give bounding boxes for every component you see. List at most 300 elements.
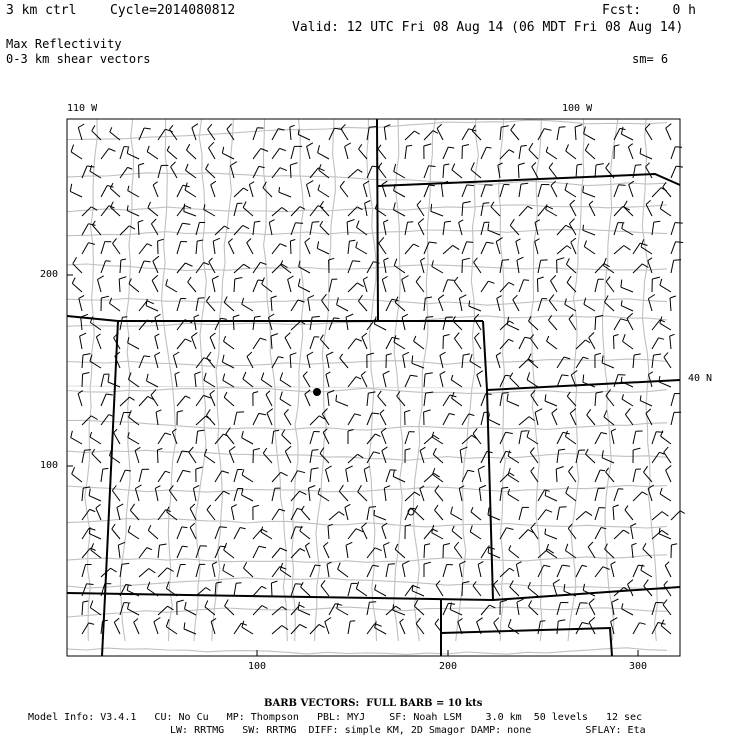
shear-barb: [189, 447, 196, 463]
shear-barb: [119, 277, 126, 292]
shear-barb: [71, 431, 82, 444]
shear-barb: [614, 319, 627, 330]
shear-barb: [175, 372, 180, 387]
shear-barb: [147, 374, 159, 387]
shear-barb: [435, 505, 444, 520]
shear-barb: [517, 257, 524, 273]
shear-barb: [627, 313, 633, 330]
shear-barb: [622, 394, 633, 406]
shear-barb: [158, 471, 170, 482]
shear-barb: [290, 353, 296, 368]
shear-barb: [129, 278, 139, 292]
shear-barb: [120, 167, 132, 178]
shear-barb: [440, 371, 445, 387]
shear-barb: [319, 164, 329, 178]
shear-barb: [188, 277, 196, 292]
shear-barb: [266, 391, 272, 406]
shear-barb: [652, 452, 664, 463]
shear-barb: [82, 509, 95, 520]
shear-barb: [557, 620, 565, 634]
shear-barb: [305, 238, 310, 254]
shear-barb: [120, 563, 129, 577]
shear-barb: [605, 544, 614, 558]
shear-barb: [367, 507, 376, 520]
shear-barb: [585, 144, 595, 159]
shear-barb: [557, 507, 567, 520]
shear-barb: [348, 240, 355, 254]
shear-barb: [271, 334, 278, 349]
shear-barb: [305, 543, 310, 558]
shear-barb: [298, 279, 310, 292]
shear-barb: [348, 377, 361, 387]
shear-barb: [196, 430, 205, 444]
shear-barb: [394, 164, 405, 178]
shear-barb: [671, 166, 683, 178]
shear-barb: [70, 184, 82, 197]
shear-barb: [82, 224, 95, 235]
shear-barb: [462, 145, 469, 160]
shear-barb: [185, 183, 196, 198]
shear-barb: [481, 605, 495, 615]
shear-barb: [566, 258, 576, 273]
shear-barb: [611, 429, 616, 444]
shear-barb: [652, 512, 668, 520]
shear-barb: [479, 485, 486, 501]
shear-barb: [545, 490, 557, 501]
shear-barb: [186, 164, 197, 178]
shear-barb: [633, 354, 641, 368]
shear-barb: [424, 131, 438, 140]
shear-barb: [414, 336, 424, 349]
shear-barb: [110, 183, 120, 197]
shear-barb: [326, 466, 332, 482]
shear-barb: [614, 145, 619, 159]
shear-barb: [454, 542, 462, 558]
shear-barb: [415, 505, 424, 520]
shear-barb: [516, 239, 521, 254]
model-info-line-1: Model Info: V3.4.1 CU: No Cu MP: Thompson PBL: MYJ SF: Noah LSM 3.0 km 50 levels 12 sec: [28, 712, 643, 723]
shear-barb: [358, 485, 367, 501]
shear-barb: [272, 148, 286, 159]
shear-barb: [641, 239, 652, 254]
shear-barb: [557, 258, 565, 273]
shear-barb: [443, 565, 453, 578]
shear-barb: [538, 129, 552, 140]
shear-barb: [538, 206, 553, 216]
shear-barb: [633, 469, 641, 482]
shear-barb: [443, 245, 459, 254]
shear-barb: [226, 428, 234, 445]
shear-barb: [348, 339, 362, 349]
shear-barb: [511, 124, 519, 140]
shear-barb: [280, 373, 291, 388]
shear-barb: [367, 392, 376, 406]
shear-barb: [641, 565, 652, 577]
shear-barb: [530, 334, 538, 349]
shear-barb: [101, 186, 114, 198]
shear-barb: [253, 449, 260, 464]
shear-barb: [192, 124, 198, 140]
shear-barb: [363, 181, 369, 197]
shear-barb: [244, 562, 254, 577]
shear-barb: [557, 357, 570, 368]
shear-barb: [204, 373, 215, 387]
shear-barb: [327, 352, 334, 368]
shear-barb: [212, 276, 218, 292]
shear-barb: [565, 183, 576, 197]
shear-barb: [101, 415, 114, 425]
shear-barb: [329, 128, 342, 140]
y-tick-100: 100: [40, 460, 59, 471]
run-label: 3 km ctrl: [6, 3, 77, 18]
shear-barb: [625, 506, 633, 520]
shear-barb: [207, 505, 215, 520]
shear-barb: [493, 580, 500, 596]
shear-barb: [288, 276, 294, 292]
shear-barb: [158, 433, 171, 444]
shear-barb: [101, 206, 115, 216]
shear-barb: [272, 607, 287, 615]
shear-barb: [519, 206, 532, 216]
field-title-1: Max Reflectivity: [6, 37, 122, 51]
shear-barb: [231, 162, 237, 178]
shear-barb: [660, 279, 671, 292]
shear-barb: [348, 621, 355, 634]
shear-barb: [346, 466, 353, 482]
shear-barb: [310, 625, 325, 635]
shear-barb: [114, 429, 120, 444]
shear-barb: [212, 562, 217, 577]
shear-barb: [206, 409, 215, 425]
shear-barb: [603, 258, 614, 273]
shear-barb: [112, 524, 120, 539]
shear-barb: [402, 561, 409, 577]
shear-barb: [584, 241, 595, 254]
shear-barb: [148, 202, 158, 216]
shear-barb: [153, 182, 158, 197]
shear-barb: [135, 485, 141, 501]
shear-barb: [589, 201, 595, 216]
shear-barb: [139, 244, 152, 254]
shear-barb: [386, 470, 397, 482]
shear-barb: [621, 280, 633, 292]
shear-barb: [553, 580, 560, 597]
shear-barb: [402, 314, 408, 330]
shear-barb: [166, 619, 177, 634]
shear-barb: [348, 261, 360, 273]
shear-barb: [588, 542, 595, 558]
shear-barb: [566, 144, 576, 159]
shear-barb: [81, 314, 88, 330]
shear-barb: [139, 163, 145, 178]
shear-barb: [378, 391, 386, 406]
valid-time: Valid: 12 UTC Fri 08 Aug 14 (06 MDT Fri 08 Aug 14): [292, 20, 684, 35]
shear-barb: [234, 583, 241, 596]
state-line: [483, 321, 493, 600]
lat-label-40n: 40 N: [688, 373, 713, 384]
shear-barb: [652, 338, 664, 349]
shear-barb: [367, 434, 381, 444]
shear-barb: [243, 202, 253, 217]
shear-barb: [633, 165, 641, 178]
shear-barb: [424, 373, 433, 387]
shear-barb: [443, 147, 454, 159]
shear-barb: [234, 278, 242, 293]
shear-barb: [307, 143, 313, 159]
shear-barb: [557, 565, 570, 577]
shear-barb: [670, 334, 675, 349]
shear-barb: [481, 203, 489, 216]
shear-barb: [272, 357, 284, 368]
shear-barb: [571, 238, 576, 254]
shear-barb: [393, 471, 405, 482]
shear-barb: [538, 490, 550, 501]
shear-barb: [177, 242, 187, 255]
shear-barb: [518, 163, 524, 178]
shear-barb: [253, 338, 266, 349]
shear-barb: [253, 221, 260, 235]
shear-barb: [424, 242, 437, 254]
shear-barb: [253, 149, 268, 160]
shear-barb: [101, 296, 109, 311]
shear-barb: [363, 277, 367, 292]
model-info-line-2: LW: RRTMG SW: RRTMG DIFF: simple KM, 2D Smagor DAMP: none SFLAY: Eta: [170, 725, 646, 736]
shear-barb: [301, 506, 310, 520]
shear-barb: [120, 397, 135, 406]
shear-barb: [382, 523, 388, 539]
shear-barb: [267, 409, 273, 425]
shear-barb: [101, 261, 111, 273]
shear-barb: [329, 604, 342, 615]
shear-barb: [272, 626, 288, 635]
smoothing-label: sm= 6: [632, 52, 669, 66]
shear-barb: [253, 586, 266, 596]
shear-barb: [443, 221, 451, 235]
shear-barb: [101, 394, 113, 406]
shear-barb: [664, 447, 671, 463]
shear-barb: [595, 508, 605, 520]
shear-barb: [576, 164, 582, 178]
shear-barb: [565, 431, 576, 444]
shear-barb: [648, 295, 655, 312]
shear-barb: [348, 583, 357, 596]
county-line: [67, 578, 667, 590]
shear-barb: [529, 316, 539, 330]
shear-barb: [170, 125, 178, 140]
shear-barb: [462, 242, 473, 254]
x-tick-300: 300: [629, 661, 648, 672]
shear-barb: [500, 321, 514, 330]
county-line: [67, 648, 667, 655]
shear-barb: [152, 275, 158, 292]
shear-barb: [195, 372, 201, 387]
shear-barb: [171, 162, 177, 178]
shear-barb: [606, 277, 614, 292]
shear-barb: [339, 485, 348, 501]
shear-barb: [177, 185, 190, 197]
shear-barb: [575, 125, 582, 141]
shear-barb: [78, 391, 83, 406]
county-line: [120, 119, 133, 641]
shear-barb: [82, 565, 92, 578]
shear-barb: [660, 317, 671, 331]
shear-barb: [405, 525, 411, 539]
shear-barb: [500, 375, 511, 387]
shear-barb: [405, 131, 420, 140]
shear-barb: [671, 242, 683, 254]
shear-barb: [546, 147, 557, 159]
shear-barb: [451, 507, 462, 520]
shear-barb: [158, 544, 167, 558]
shear-barb: [665, 562, 671, 577]
shear-barb: [253, 392, 258, 406]
shear-barb: [177, 470, 191, 482]
shear-barb: [156, 410, 161, 425]
shear-barb: [91, 543, 101, 558]
shear-barb: [117, 504, 123, 520]
state-line: [67, 587, 680, 600]
shear-barb: [158, 568, 174, 577]
shear-barb: [242, 431, 253, 444]
shear-barb: [402, 276, 409, 293]
shear-barb: [139, 261, 151, 273]
shear-barb: [317, 241, 329, 254]
shear-barb: [405, 492, 420, 501]
shear-barb: [153, 256, 159, 273]
shear-barb: [324, 542, 330, 558]
shear-barb: [177, 565, 186, 578]
shear-barb: [443, 164, 449, 178]
shear-barb: [589, 332, 595, 349]
shear-barb: [545, 529, 557, 539]
shear-barb: [535, 239, 540, 254]
shear-barb: [507, 394, 519, 406]
shear-barb: [139, 569, 155, 578]
shear-barb: [234, 188, 248, 197]
shear-barb: [395, 544, 405, 558]
shear-barb: [204, 449, 215, 463]
county-line: [456, 119, 479, 641]
shear-barb: [291, 624, 307, 634]
shear-barb: [379, 237, 386, 254]
shear-barb: [378, 163, 386, 178]
shear-barb: [586, 449, 596, 463]
shear-barb: [614, 375, 626, 387]
shear-barb: [516, 562, 521, 577]
shear-barb: [375, 585, 386, 597]
shear-barb: [491, 202, 500, 216]
shear-barb: [92, 221, 101, 235]
shear-barb: [301, 582, 310, 596]
shear-barb: [473, 428, 481, 444]
shear-barb: [412, 585, 424, 596]
county-line: [602, 119, 618, 641]
shear-barb: [206, 296, 215, 311]
shear-barb: [139, 548, 152, 558]
shear-barb: [473, 582, 481, 596]
shear-barb: [269, 220, 274, 235]
shear-barb: [595, 528, 606, 540]
county-line: [568, 119, 584, 641]
shear-barb: [279, 187, 291, 197]
shear-barb: [320, 448, 329, 463]
shear-barb: [271, 296, 277, 311]
shear-barb: [671, 223, 683, 235]
shear-barb: [500, 487, 508, 501]
shear-barb: [424, 410, 431, 425]
shear-barb: [519, 183, 528, 197]
shear-barb: [307, 181, 314, 197]
shear-barb: [481, 242, 494, 254]
shear-barb: [338, 563, 348, 577]
shear-barb: [356, 582, 367, 596]
shear-barb: [395, 297, 405, 311]
shear-barb: [383, 371, 389, 387]
shear-barb: [453, 316, 462, 330]
shear-barb: [661, 620, 671, 634]
shear-barb: [242, 298, 253, 311]
shear-barb: [382, 276, 387, 292]
shear-barb: [424, 544, 430, 558]
shear-barb: [405, 410, 411, 425]
shear-barb: [291, 549, 305, 559]
shear-barb: [211, 181, 216, 197]
shear-barb: [185, 602, 197, 615]
shear-barb: [112, 486, 120, 502]
shear-barb: [348, 414, 361, 425]
shear-barb: [433, 448, 443, 463]
shear-barb: [209, 258, 215, 273]
shear-barb: [139, 469, 149, 482]
shear-barb: [549, 163, 557, 178]
shear-barb: [614, 489, 623, 501]
shear-barb: [101, 468, 108, 482]
shear-barb: [120, 226, 135, 235]
shear-barb: [282, 430, 291, 444]
shear-barb: [509, 545, 519, 558]
shear-barb: [443, 414, 455, 426]
shear-barb: [224, 336, 235, 349]
shear-barb: [405, 432, 415, 444]
shear-barb: [303, 372, 310, 387]
shear-barb: [551, 275, 558, 292]
shear-barb: [209, 142, 216, 159]
shear-barb: [614, 185, 626, 197]
shear-barb: [645, 124, 652, 140]
shear-barb: [318, 488, 329, 501]
shear-barb: [148, 525, 158, 539]
shear-barb: [666, 466, 672, 483]
shear-barb: [285, 333, 291, 349]
state-line: [67, 316, 483, 321]
shear-barb: [624, 201, 633, 216]
county-line: [499, 119, 506, 641]
shear-barb: [538, 185, 549, 198]
shear-barb: [424, 317, 433, 330]
shear-barb: [177, 299, 186, 312]
shear-barb: [128, 603, 140, 615]
county-line: [264, 119, 288, 641]
shear-barb: [147, 146, 158, 159]
shear-barb: [92, 125, 101, 140]
shear-barb: [340, 181, 348, 197]
shear-barb: [271, 581, 277, 596]
shear-barb: [242, 469, 253, 482]
shear-barb: [538, 510, 552, 520]
shear-barb: [167, 146, 177, 159]
shear-barb: [139, 128, 151, 140]
shear-barb: [364, 466, 370, 482]
